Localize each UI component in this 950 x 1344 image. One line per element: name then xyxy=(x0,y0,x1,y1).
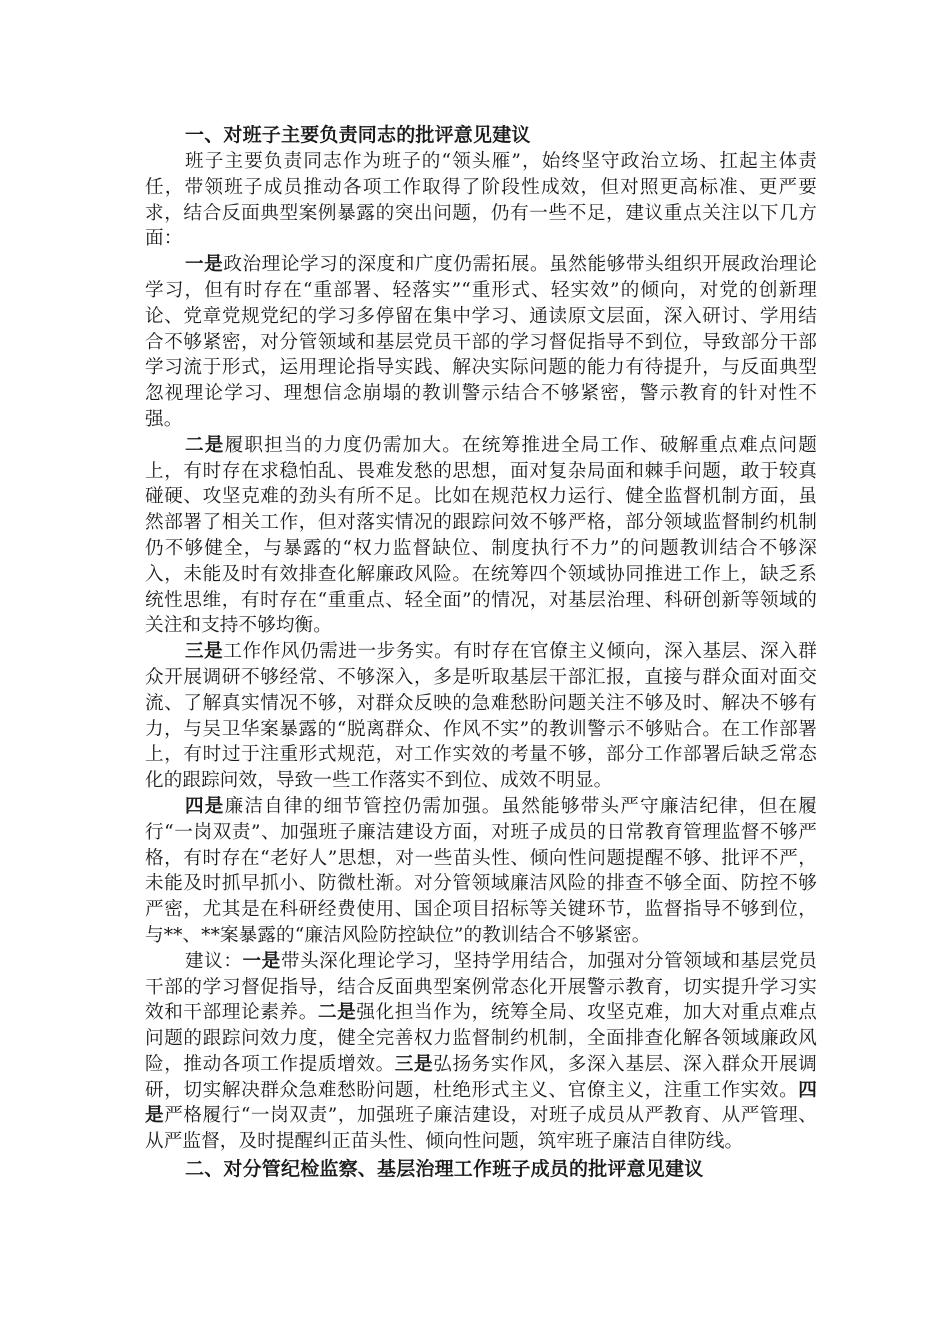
suggestions-prefix: 建议： xyxy=(185,950,243,972)
suggestion-3-text: 弘扬务实作风，多深入基层、深入群众开展调研，切实解决群众急难愁盼问题，杜绝形式主义、官僚主义，注重工作实效。 xyxy=(145,1053,817,1101)
point-1-lead: 一是 xyxy=(185,254,224,276)
document-page xyxy=(145,122,817,1183)
point-2-lead: 二是 xyxy=(185,434,225,456)
suggestion-1-lead: 一是 xyxy=(242,950,281,972)
suggestion-4-text: 严格履行“一岗双责”，加强班子廉洁建设，对班子成员从严教育、从严管理、从严监督，及时提醒纠正苗头性、倾向性问题，筑牢班子廉洁自律防线。 xyxy=(145,1105,817,1153)
paragraph-point-4 xyxy=(145,794,817,949)
point-4-lead: 四是 xyxy=(185,795,225,817)
paragraph-point-3 xyxy=(145,639,817,794)
paragraph-point-2 xyxy=(145,433,817,639)
point-4-text: 廉洁自律的细节管控仍需加强。虽然能够带头严守廉洁纪律，但在履行“一岗双责”、加强班子廉洁建设方面，对班子成员的日常教育管理监督不够严格，有时存在“老好人”思想，对一些苗头性、倾向性问题提醒不够、批评不严，未能及时抓早抓小、防微杜渐。对分管领域廉洁风险的排查不够全面、防控不够严密，尤其是在科研经费使用、国企项目招标等关键环节，监督指导不够到位，与**、**案暴露的“廉洁风险防控缺位”的教训结合不够紧密。 xyxy=(145,795,817,946)
suggestion-4-lead: 四是 xyxy=(145,1079,817,1127)
intro-paragraph: 班子主要负责同志作为班子的“领头雁”，始终坚守政治立场、扛起主体责任，带领班子成员推动各项工作取得了阶段性成效，但对照更高标准、更严要求，结合反面典型案例暴露的突出问题，仍有一些不足，建议重点关注以下几方面： xyxy=(145,151,817,250)
suggestion-3-lead: 三是 xyxy=(394,1053,434,1075)
suggestions-paragraph xyxy=(145,949,817,1155)
point-2-text: 履职担当的力度仍需加大。在统筹推进全局工作、破解重点难点问题上，有时存在求稳怕乱、畏难发愁的思想，面对复杂局面和棘手问题，敢于较真碰硬、攻坚克难的劲头有所不足。比如在规范权力运行、健全监督机制方面，虽然部署了相关工作，但对落实情况的跟踪问效不够严格，部分领域监督制约机制仍不够健全，与暴露的“权力监督缺位、制度执行不力”的问题教训结合不够深入，未能及时有效排查化解廉政风险。在统筹四个领域协同推进工作上，缺乏系统性思维，有时存在“重重点、轻全面”的情况，对基层治理、科研创新等领域的关注和支持不够均衡。 xyxy=(145,434,817,637)
suggestion-1-text: 带头深化理论学习，坚持学用结合，加强对分管领域和基层党员干部的学习督促指导，结合反面典型案例常态化开展警示教育，切实提升学习实效和干部理论素养。 xyxy=(145,950,817,1024)
suggestion-2-lead: 二是 xyxy=(317,1002,357,1024)
point-3-lead: 三是 xyxy=(185,641,224,663)
point-1-text: 政治理论学习的深度和广度仍需拓展。虽然能够带头组织开展政治理论学习，但有时存在“重部署、轻落实”“重形式、轻实效”的倾向，对党的创新理论、党章党规党纪的学习多停留在集中学习、通读原文层面，深入研讨、学用结合不够紧密，对分管领域和基层党员干部的学习督促指导不到位，导致部分干部学习流于形式，运用理论指导实践、解决实际问题的能力有待提升，与反面典型忽视理论学习、理想信念崩塌的教训警示结合不够紧密，警示教育的针对性不强。 xyxy=(145,254,818,430)
section-heading-1: 一、对班子主要负责同志的批评意见建议 xyxy=(185,124,531,146)
paragraph-point-1 xyxy=(145,252,817,433)
suggestion-2-text: 强化担当作为，统筹全局、攻坚克难，加大对重点难点问题的跟踪问效力度，健全完善权力监督制约机制，全面排查化解各领域廉政风险，推动各项工作提质增效。 xyxy=(145,1002,818,1075)
point-3-text: 工作作风仍需进一步务实。有时存在官僚主义倾向，深入基层、深入群众开展调研不够经常、不够深入，多是听取基层干部汇报，直接与群众面对面交流、了解真实情况不够，对群众反映的急难愁盼问题关注不够及时、解决不够有力，与吴卫华案暴露的“脱离群众、作风不实”的教训警示不够贴合。在工作部署上，有时过于注重形式规范，对工作实效的考量不够，部分工作部署后缺乏常态化的跟踪问效，导致一些工作落实不到位、成效不明显。 xyxy=(145,641,818,792)
section-heading-2: 二、对分管纪检监察、基层治理工作班子成员的批评意见建议 xyxy=(185,1158,704,1181)
